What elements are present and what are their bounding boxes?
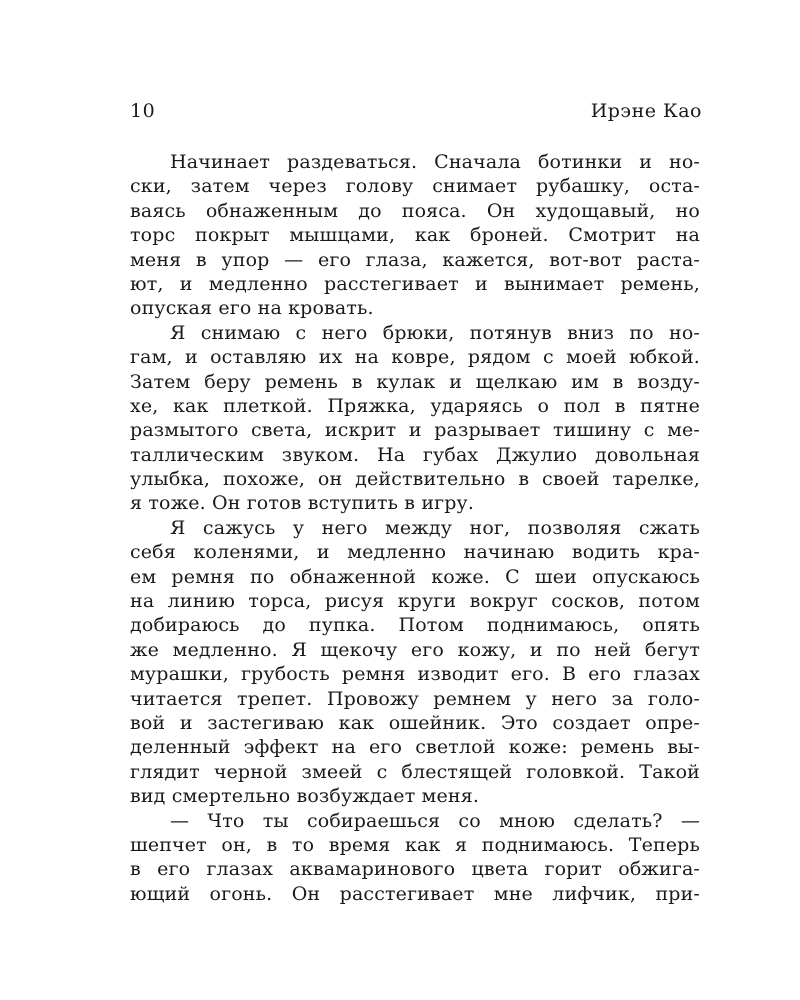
text-line: шепчет он, в то время как я поднимаюсь. Теперь xyxy=(130,833,700,856)
text-line: вой и застегиваю как ошейник. Это создает опре- xyxy=(130,711,700,734)
text-line: ют, и медленно расстегивает и вынимает ремень, xyxy=(130,272,700,295)
text-line: же медленно. Я щекочу его кожу, и по ней бегут xyxy=(130,638,700,661)
text-line: на линию торса, рисуя круги вокруг сосков, потом xyxy=(130,590,700,613)
text-line: добираюсь до пупка. Потом поднимаюсь, опять xyxy=(130,614,700,637)
text-line: — Что ты собираешься со мною сделать? — xyxy=(170,809,700,832)
text-line: ющий огонь. Он расстегивает мне лифчик, при- xyxy=(130,882,700,905)
text-line: меня в упор — его глаза, кажется, вот-вот раста- xyxy=(130,248,700,271)
text-line: улыбка, похоже, он действительно в своей тарелке, xyxy=(130,468,700,491)
text-line: Начинает раздеваться. Сначала ботинки и но- xyxy=(170,151,700,173)
text-line: читается трепет. Провожу ремнем у него за голо- xyxy=(130,687,700,710)
text-line: ваясь обнаженным до пояса. Он худощавый, но xyxy=(130,199,700,222)
page-header xyxy=(130,100,702,130)
text-line: торс покрыт мышцами, как броней. Смотрит на xyxy=(130,224,700,247)
text-line: опуская его на кровать. xyxy=(130,297,374,320)
running-title: Ирэне Као xyxy=(590,100,702,122)
text-line: Затем беру ремень в кулак и щелкаю им в возду- xyxy=(130,370,700,393)
text-line: Я сажусь у него между ног, позволяя сжать xyxy=(170,516,700,539)
text-line: размытого света, искрит и разрывает тишину с ме- xyxy=(130,419,700,442)
page-number: 10 xyxy=(130,100,156,122)
text-line: вид смертельно возбуждает меня. xyxy=(130,785,480,808)
text-line: мурашки, грубость ремня изводит его. В его глазах xyxy=(130,663,700,686)
body-text xyxy=(130,150,700,906)
text-line: себя коленями, и медленно начинаю водить кра- xyxy=(130,541,700,564)
text-line: ем ремня по обнаженной коже. С шеи опускаюсь xyxy=(130,565,700,588)
text-line: хе, как плеткой. Пряжка, ударяясь о пол в пятне xyxy=(130,394,700,417)
text-line: в его глазах аквамаринового цвета горит обжига- xyxy=(130,858,700,881)
text-line: глядит черной змеей с блестящей головкой. Такой xyxy=(130,760,700,783)
text-line: таллическим звуком. На губах Джулио довольная xyxy=(130,443,700,466)
text-line: я тоже. Он готов вступить в игру. xyxy=(130,492,475,515)
text-line: ски, затем через голову снимает рубашку, оста- xyxy=(130,175,700,198)
text-line: деленный эффект на его светлой коже: ремень вы- xyxy=(130,736,700,759)
text-line: Я снимаю с него брюки, потянув вниз по но- xyxy=(170,321,700,344)
text-line: гам, и оставляю их на ковре, рядом с моей юбкой. xyxy=(130,346,700,369)
